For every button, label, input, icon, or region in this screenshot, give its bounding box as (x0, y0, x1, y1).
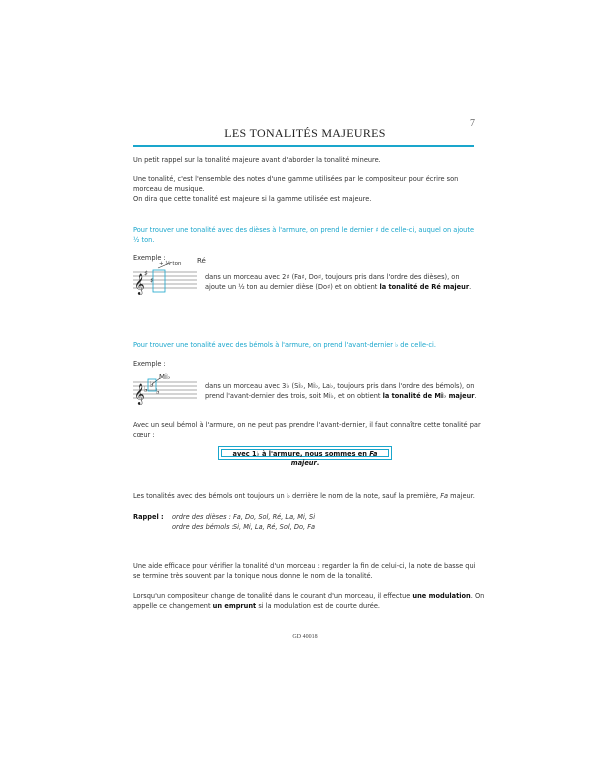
one-flat-note-line-1: Avec un seul bémol à l'armure, on ne peut pas prendre l'avant-dernier, il faut connaître cette tonalité par (133, 421, 481, 429)
rappel-label: Rappel : (133, 513, 164, 521)
flats-order-list: Si, Mi, La, Ré, Sol, Do, Fa (233, 523, 316, 531)
title-rule (133, 145, 474, 147)
intro-paragraph-2a: Une tonalité, c'est l'ensemble des notes d'une gamme utilisées par le compositeur pour écrire son (133, 175, 459, 183)
sharps-explanation-line-2: ajoute un ½ ton au dernier dièse (Do♯) et on obtient la tonalité de Ré majeur. (205, 283, 472, 291)
closing-paragraph-1a: Une aide efficace pour vérifier la tonalité d'un morceau : regarder la fin de celui-ci, la note de basse qui (133, 562, 476, 570)
flats-explanation-line-1: dans un morceau avec 3♭ (Si♭, Mi♭, La♭, toujours pris dans l'ordre des bémols), on (205, 382, 475, 390)
sharps-order-list: Fa, Do, Sol, Ré, La, Mi, Si (233, 513, 316, 521)
flats-rule: Pour trouver une tonalité avec des bémols à l'armure, on prend l'avant-dernier ♭ de celle-ci. (133, 341, 436, 349)
sharps-example-label: Exemple : (133, 254, 166, 262)
sharps-explanation-line-1: dans un morceau avec 2♯ (Fa♯, Do♯, toujours pris dans l'ordre des dièses), on (205, 273, 460, 281)
flat-icon: ♭ (144, 385, 148, 394)
sharp-icon: ♯ (150, 276, 154, 285)
sharp-icon: ♯ (144, 269, 148, 278)
flats-explanation-line-2: prend l'avant-dernier des trois, soit Mi♭, et on obtient la tonalité de Mi♭ majeur. (205, 392, 477, 400)
flats-example-label: Exemple : (133, 360, 166, 368)
closing-paragraph-2a: Lorsqu'un compositeur change de tonalité dans le courant d'un morceau, il effectue une modulation. On (133, 592, 485, 600)
intro-paragraph-1: Un petit rappel sur la tonalité majeure avant d'aborder la tonalité mineure. (133, 156, 381, 164)
treble-clef-icon: 𝄞 (134, 274, 145, 295)
closing-paragraph-2b: appelle ce changement un emprunt si la modulation est de courte durée. (133, 602, 381, 610)
flat-icon: ♭ (156, 387, 160, 396)
flats-order-label: ordre des bémols : (172, 523, 234, 531)
sharps-staff (133, 262, 199, 296)
fa-major-callout (218, 446, 392, 467)
sharp-highlight-box (153, 270, 165, 292)
mi-flat-annotation: Mi♭ (159, 373, 171, 381)
intro-paragraph-2b: morceau de musique. (133, 185, 205, 193)
half-tone-arrow (158, 262, 172, 268)
fa-major-callout-text: avec 1♭ à l'armure, nous sommes en Fa majeur. (221, 449, 389, 457)
flats-staff (133, 372, 199, 406)
one-flat-note-line-2: cœur : (133, 431, 155, 439)
page-footer: GD 40018 (292, 634, 318, 640)
flat-icon: ♭ (150, 380, 154, 389)
intro-paragraph-3: On dira que cette tonalité est majeure si la gamme utilisée est majeure. (133, 195, 372, 203)
sharps-order-label: ordre des dièses : (172, 513, 231, 521)
flat-names-sentence: Les tonalités avec des bémols ont toujours un ♭ derrière le nom de la note, sauf la première, Fa majeur. (133, 492, 475, 500)
treble-clef-icon: 𝄞 (134, 384, 145, 405)
half-tone-annotation: + ½ ton (159, 261, 182, 267)
page-title: LES TONALITÉS MAJEURES (224, 126, 386, 140)
re-annotation: Ré (197, 257, 206, 265)
page-number: 7 (470, 118, 475, 129)
sharps-rule-line-1: Pour trouver une tonalité avec des dièses à l'armure, on prend le dernier ♯ de celle-ci, auquel on ajoute (133, 226, 475, 234)
closing-paragraph-1b: se termine très souvent par la tonique nous donne le nom de la tonalité. (133, 572, 373, 580)
sharps-rule-line-2: ½ ton. (133, 236, 155, 244)
